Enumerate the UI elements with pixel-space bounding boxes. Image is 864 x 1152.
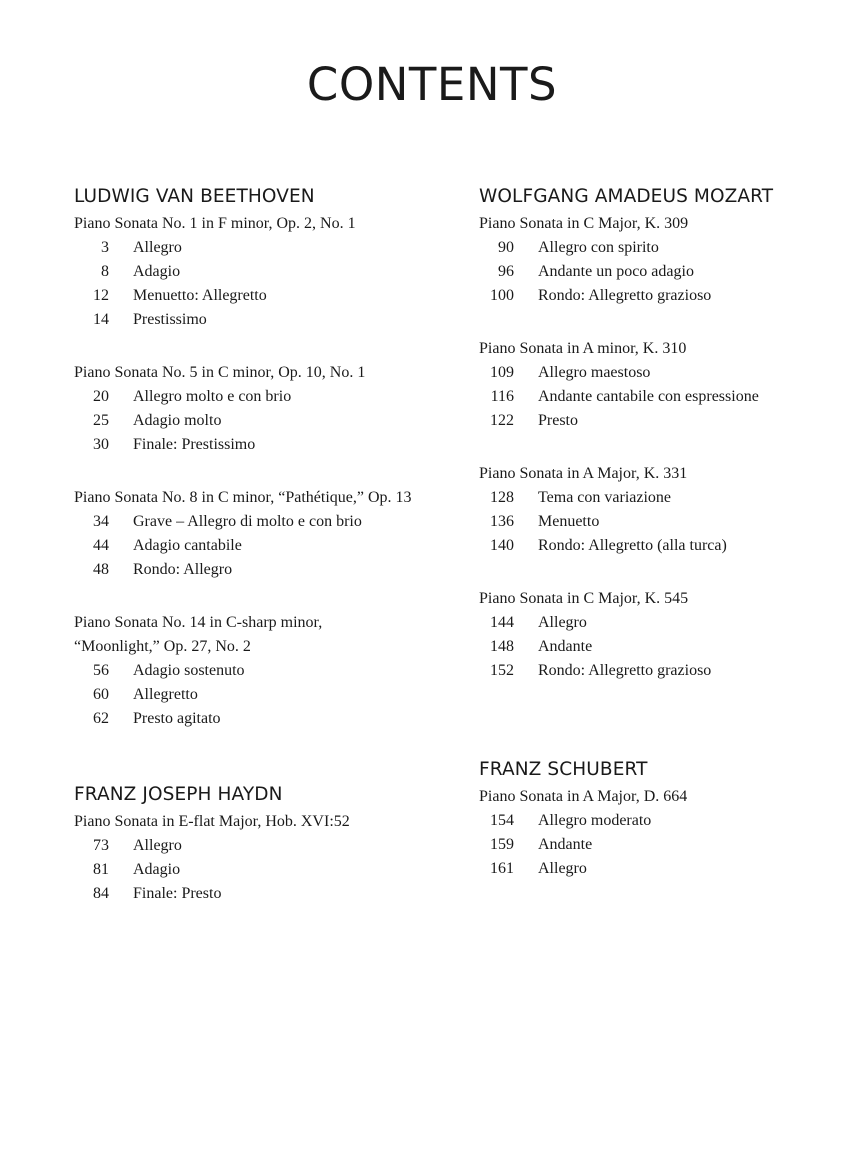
page-title: CONTENTS — [306, 58, 558, 111]
page-number: 144 — [490, 614, 514, 631]
contents-column-left — [74, 186, 454, 906]
movement-entry — [479, 385, 859, 409]
page-number: 60 — [93, 686, 109, 703]
movement-name: Allegro — [538, 860, 587, 877]
movement-entry — [74, 433, 454, 457]
sonata-title: Piano Sonata No. 14 in C-sharp minor, — [74, 614, 323, 631]
sonata-title: Piano Sonata in C Major, K. 545 — [479, 590, 689, 607]
movement-entry — [74, 510, 454, 534]
movement-entry — [479, 510, 859, 534]
sonata-title: Piano Sonata in A Major, D. 664 — [479, 788, 688, 805]
page-number: 81 — [93, 861, 109, 878]
movement-entry — [74, 707, 454, 731]
page-number: 30 — [93, 436, 109, 453]
movement-name: Prestissimo — [133, 311, 207, 328]
page-number: 159 — [490, 836, 514, 853]
page-number: 90 — [498, 239, 514, 256]
movement-name: Andante — [538, 638, 593, 655]
movement-entry — [479, 659, 859, 683]
page-number: 100 — [490, 287, 514, 304]
page-number: 96 — [498, 263, 514, 280]
page-number: 62 — [93, 710, 109, 727]
movement-name: Rondo: Allegretto grazioso — [538, 662, 712, 679]
page-number: 20 — [93, 388, 109, 405]
movement-name: Rondo: Allegro — [133, 561, 233, 578]
movement-entry — [479, 833, 859, 857]
composer-section — [479, 186, 859, 683]
movement-name: Andante un poco adagio — [538, 263, 694, 280]
movement-name: Adagio molto — [133, 412, 222, 429]
movement-entry — [479, 260, 859, 284]
composer-heading: WOLFGANG AMADEUS MOZART — [479, 186, 774, 207]
page-number: 56 — [93, 662, 109, 679]
page-number: 122 — [490, 412, 514, 429]
sonata-title: Piano Sonata in E-flat Major, Hob. XVI:52 — [74, 813, 350, 830]
page-number: 48 — [93, 561, 109, 578]
composer-heading: LUDWIG VAN BEETHOVEN — [74, 186, 315, 207]
page-number: 161 — [490, 860, 514, 877]
sonata-title: Piano Sonata in A Major, K. 331 — [479, 465, 688, 482]
movement-entry — [74, 858, 454, 882]
movement-name: Finale: Prestissimo — [133, 436, 256, 453]
page-number: 148 — [490, 638, 514, 655]
movement-name: Allegro con spirito — [538, 239, 659, 256]
movement-name: Adagio cantabile — [133, 537, 242, 554]
movement-entry — [479, 486, 859, 510]
page-number: 12 — [93, 287, 109, 304]
movement-name: Tema con variazione — [538, 489, 672, 506]
movement-name: Rondo: Allegretto (alla turca) — [538, 537, 727, 554]
movement-name: Allegro — [133, 837, 182, 854]
contents-column-right — [479, 186, 859, 881]
movement-entry — [74, 284, 454, 308]
movement-name: Allegro — [133, 239, 182, 256]
page-number: 109 — [490, 364, 514, 381]
movement-name: Allegro molto e con brio — [133, 388, 292, 405]
movement-name: Allegro — [538, 614, 587, 631]
movement-name: Presto agitato — [133, 710, 221, 727]
composer-section — [74, 186, 454, 731]
movement-name: Adagio sostenuto — [133, 662, 245, 679]
sonata-title: Piano Sonata in A minor, K. 310 — [479, 340, 687, 357]
sonata-title: Piano Sonata No. 5 in C minor, Op. 10, No. 1 — [74, 364, 366, 381]
page-number: 116 — [490, 388, 514, 405]
movement-entry — [74, 558, 454, 582]
movement-entry — [74, 385, 454, 409]
page-number: 84 — [93, 885, 109, 902]
composer-section — [479, 759, 859, 881]
sonata-title: Piano Sonata No. 1 in F minor, Op. 2, No. 1 — [74, 215, 356, 232]
movement-name: Menuetto: Allegretto — [133, 287, 267, 304]
movement-entry — [479, 236, 859, 260]
page-number: 152 — [490, 662, 514, 679]
movement-entry — [74, 236, 454, 260]
movement-entry — [74, 683, 454, 707]
movement-name: Presto — [538, 412, 578, 429]
movement-entry — [74, 534, 454, 558]
page-number: 25 — [93, 412, 109, 429]
page-number: 154 — [490, 812, 514, 829]
page-number: 34 — [93, 513, 109, 530]
page-number: 136 — [490, 513, 514, 530]
movement-name: Grave – Allegro di molto e con brio — [133, 513, 362, 530]
sonata-title: Piano Sonata No. 8 in C minor, “Pathétique,” Op. 13 — [74, 489, 412, 506]
movement-entry — [74, 659, 454, 683]
page-number: 44 — [93, 537, 109, 554]
movement-name: Adagio — [133, 861, 181, 878]
composer-heading: FRANZ JOSEPH HAYDN — [74, 784, 283, 805]
movement-name: Andante cantabile con espressione — [538, 388, 759, 405]
movement-name: Finale: Presto — [133, 885, 222, 902]
movement-name: Rondo: Allegretto grazioso — [538, 287, 712, 304]
movement-entry — [479, 361, 859, 385]
movement-entry — [479, 611, 859, 635]
movement-entry — [74, 308, 454, 332]
movement-entry — [479, 635, 859, 659]
movement-entry — [479, 857, 859, 881]
sonata-title: “Moonlight,” Op. 27, No. 2 — [74, 638, 251, 655]
movement-entry — [479, 809, 859, 833]
page-number: 3 — [101, 239, 109, 256]
movement-name: Menuetto — [538, 513, 600, 530]
movement-entry — [74, 882, 454, 906]
movement-name: Allegro moderato — [538, 812, 652, 829]
page-number: 14 — [93, 311, 109, 328]
movement-name: Allegro maestoso — [538, 364, 651, 381]
movement-name: Allegretto — [133, 686, 198, 703]
movement-name: Adagio — [133, 263, 181, 280]
movement-entry — [479, 409, 859, 433]
movement-entry — [74, 834, 454, 858]
movement-name: Andante — [538, 836, 593, 853]
movement-entry — [479, 284, 859, 308]
page-number: 73 — [93, 837, 109, 854]
composer-heading: FRANZ SCHUBERT — [479, 759, 648, 780]
composer-section — [74, 784, 454, 906]
movement-entry — [74, 260, 454, 284]
page-number: 8 — [101, 263, 109, 280]
movement-entry — [74, 409, 454, 433]
page-number: 140 — [490, 537, 514, 554]
page-number: 128 — [490, 489, 514, 506]
sonata-title: Piano Sonata in C Major, K. 309 — [479, 215, 689, 232]
movement-entry — [479, 534, 859, 558]
